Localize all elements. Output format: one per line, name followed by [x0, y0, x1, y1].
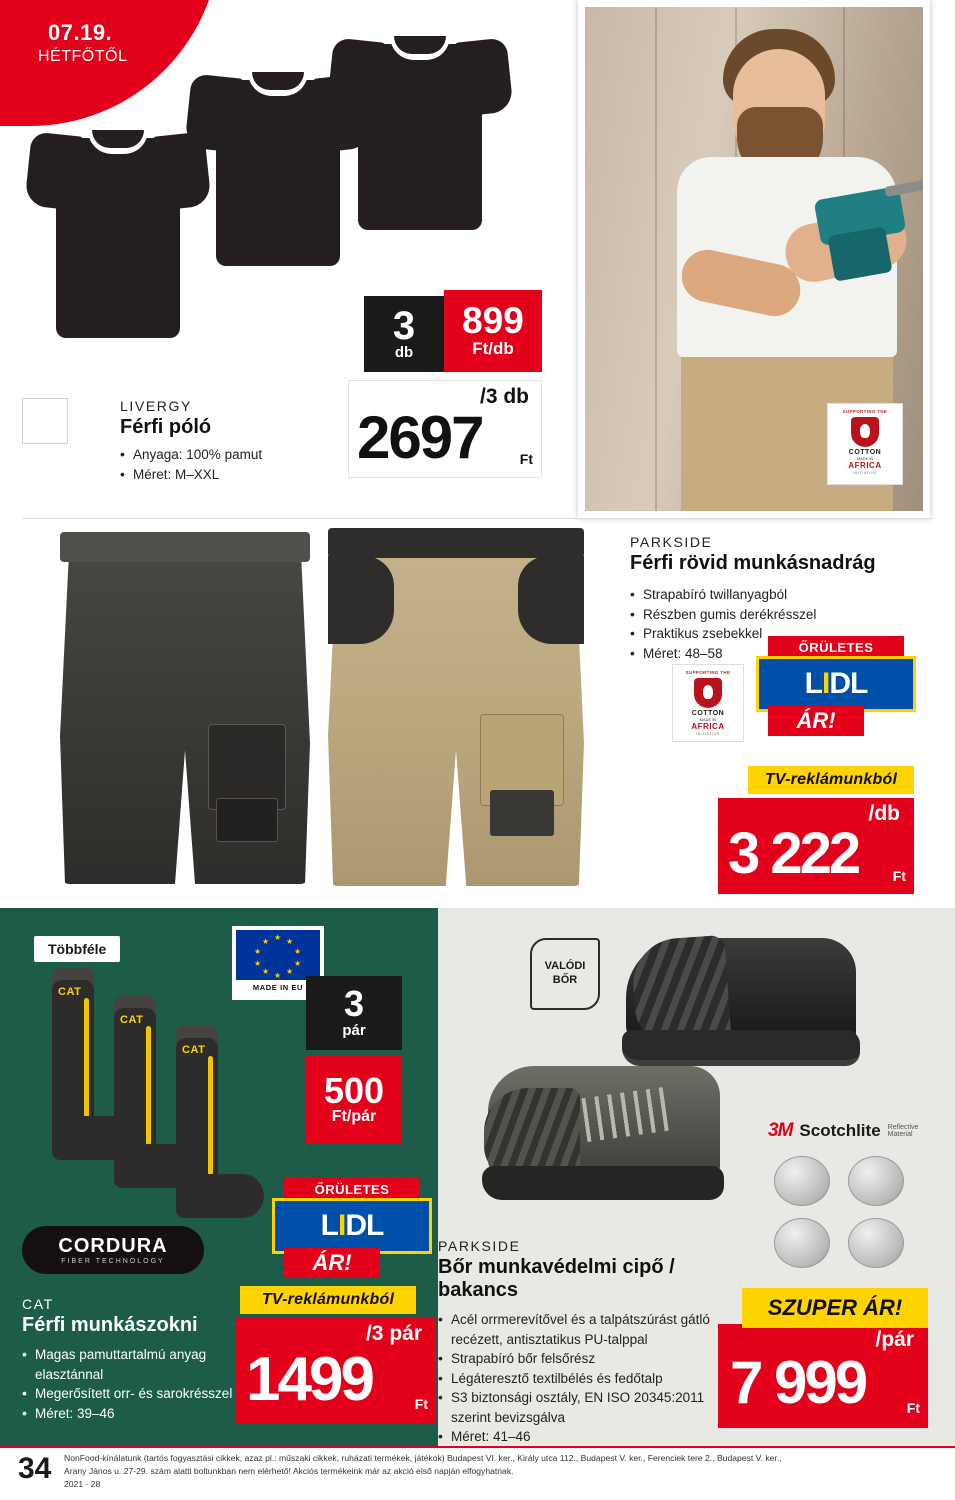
shorts-price: 3 222 — [728, 821, 859, 886]
cotton-logo-line2: MADE IN — [856, 456, 874, 461]
socks-qty-number: 3 — [343, 983, 365, 1025]
safety-pictograms — [774, 1156, 922, 1276]
shoes-feature: • Légáteresztő textilbélés és fedőtalp — [438, 1369, 738, 1389]
socks-feature-list — [22, 1345, 262, 1423]
shoes-feature: • Méret: 41–46 — [438, 1427, 738, 1447]
genuine-leather-badge — [530, 938, 600, 1010]
tv-ad-strip-shorts: TV-reklámunkból — [748, 766, 914, 794]
socks-currency: Ft — [414, 1396, 428, 1412]
shoes-feature-list — [438, 1310, 738, 1447]
eu-flag-icon: ★ ★ ★ ★ ★ ★ ★ ★ ★ ★ — [236, 930, 320, 980]
page-number: 34 — [18, 1452, 52, 1485]
shorts-title: Férfi rövid munkásnadrág — [630, 552, 876, 574]
cotton-logo-line3: AFRICA — [848, 461, 882, 470]
tshirt-body — [216, 80, 340, 266]
cat-logo-on-sock: CAT — [182, 1044, 206, 1056]
shorts-beige-waistband — [328, 528, 584, 558]
safety-picto-icon-4 — [848, 1218, 904, 1268]
cotton-logo-line4: INITIATIVE — [853, 471, 877, 475]
scotchlite-logo — [768, 1116, 930, 1146]
cotton-logo-line3: AFRICA — [691, 722, 725, 731]
cotton-logo-shield-icon — [694, 678, 722, 708]
shoes-info-block — [438, 1238, 738, 1447]
sock-foot — [176, 1174, 264, 1218]
shorts-dark-flap-pocket — [216, 798, 278, 842]
tshirt-body — [56, 138, 180, 338]
shoe-sole — [482, 1166, 724, 1200]
wall-plank-line — [655, 7, 657, 511]
shoes-feature: • Strapabíró bőr felsőrész — [438, 1349, 738, 1369]
badge-bottom-label: ÁR! — [284, 1248, 380, 1278]
shorts-image-dark — [60, 532, 310, 884]
scotchlite-sub: Reflective Material — [887, 1124, 919, 1138]
socks-unit-price-label: Ft/pár — [331, 1108, 377, 1126]
tv-ad-strip-socks: TV-reklámunkból — [240, 1286, 416, 1314]
scotchlite-name: Scotchlite — [799, 1121, 881, 1140]
socks-quantity-tag — [306, 976, 402, 1050]
shoes-currency: Ft — [906, 1400, 920, 1416]
shoes-price-per: /pár — [875, 1328, 914, 1351]
cotton-logo-shield-icon — [851, 417, 879, 447]
socks-info-block — [22, 1296, 262, 1423]
tshirt-qty-unit: db — [394, 343, 414, 361]
cotton-made-in-africa-logo — [827, 403, 903, 485]
socks-feature: • Megerősített orr- és sarokrésszel — [22, 1384, 262, 1404]
super-price-label: SZUPER ÁR! — [742, 1288, 928, 1328]
genuine-leather-label: VALÓDI BŐR — [544, 960, 586, 986]
legal-line-3: 2021 · 28 — [64, 1478, 101, 1489]
cotton-logo-top: SUPPORTING THE — [842, 409, 888, 414]
shoes-feature: • S3 biztonsági osztály, EN ISO 20345:2011 szerint bevizsgálva — [438, 1388, 738, 1427]
made-in-eu-label: MADE IN EU — [252, 983, 304, 992]
hero-photo-man-with-drill — [578, 0, 930, 518]
tshirt-bundle-price-box — [348, 380, 542, 478]
footer-red-rule — [0, 1446, 955, 1448]
safety-shoe-grey-image — [488, 1066, 728, 1216]
socks-qty-unit: pár — [342, 1021, 366, 1039]
cotton-logo-line4: INITIATIVE — [696, 732, 720, 736]
lidl-logo — [272, 1198, 432, 1254]
boot-sole — [622, 1030, 860, 1066]
tshirt-unit-price: 899 — [462, 300, 524, 342]
tshirt-image-front — [28, 108, 218, 368]
socks-title: Férfi munkászokni — [22, 1314, 198, 1336]
socks-unit-price-tag — [306, 1056, 402, 1144]
cordura-name: CORDURA — [58, 1235, 168, 1257]
cotton-made-in-africa-logo-shorts — [672, 664, 744, 742]
shorts-beige-hip-panel-left — [328, 556, 394, 644]
tshirt-bundle-currency: Ft — [519, 451, 533, 467]
socks-bundle-price: 1499 — [246, 1345, 372, 1414]
sock-stripe — [84, 998, 89, 1118]
cotton-logo-line1: COTTON — [848, 449, 882, 456]
safety-picto-icon-2 — [848, 1156, 904, 1206]
shorts-dark-waistband — [60, 532, 310, 562]
tshirt-quantity-tag — [364, 296, 444, 372]
shorts-beige-hip-panel-right — [518, 556, 584, 644]
page-footer — [0, 1446, 955, 1500]
shorts-image-beige — [328, 528, 584, 886]
shorts-feature: • Méret: 48–58 — [630, 644, 930, 664]
shoes-feature: • Acél orrmerevítővel és a talpátszúrást gátló recézett, antisztatikus PU-talppal — [438, 1310, 738, 1349]
safety-picto-icon-1 — [774, 1156, 830, 1206]
shoes-title: Bőr munkavédelmi cipő / bakancs — [438, 1256, 675, 1301]
cotton-logo-line1: COTTON — [691, 710, 725, 717]
safety-picto-icon-3 — [774, 1218, 830, 1268]
sock-stripe — [146, 1026, 151, 1146]
legal-line-2: Arany János u. 27-29. szám alatti boltunkban nem elérhető! Akciós termékeink már az akció első napján elfogyhatnak. — [64, 1465, 514, 1476]
shorts-currency: Ft — [892, 868, 906, 884]
badge-top-label: ŐRÜLETES — [284, 1178, 420, 1200]
tshirt-bundle-per: /3 db — [479, 385, 529, 408]
cat-logo-on-sock: CAT — [120, 1014, 144, 1026]
section-divider — [22, 518, 932, 519]
tshirt-brand: LIVERGY — [120, 398, 192, 414]
3m-logo-text: 3M — [768, 1120, 793, 1141]
tshirt-feature-list — [120, 445, 340, 484]
legal-line-1: NonFood-kínálatunk (tartós fogyasztási cikkek, azaz pl.: műszaki cikkek, ruházati termékek, játékok) Budapest VI. ker., Király utca 112., Budapest V. ker., Ferenciek tere 2., Budapest V. ker., — [64, 1453, 782, 1463]
tshirt-qty-number: 3 — [392, 303, 416, 348]
socks-feature: • Méret: 39–46 — [22, 1404, 262, 1424]
lidl-logo-text: LIDL — [804, 667, 868, 700]
shorts-price-box — [718, 798, 914, 894]
shorts-beige-flap-pocket — [490, 790, 554, 836]
tshirt-color-swatch — [22, 398, 68, 444]
shoes-price: 7 999 — [730, 1349, 866, 1416]
socks-unit-price: 500 — [323, 1069, 385, 1111]
tshirt-body — [358, 44, 482, 230]
shorts-price-per: /db — [868, 802, 900, 825]
legal-text — [64, 1452, 874, 1491]
shorts-feature: • Részben gumis derékrésszel — [630, 605, 930, 625]
tshirt-feature: • Méret: M–XXL — [120, 465, 340, 485]
cat-logo-on-sock: CAT — [58, 986, 82, 998]
safety-boot-black-image — [626, 938, 866, 1078]
cordura-sub: FIBER TECHNOLOGY — [61, 1258, 165, 1265]
tshirt-feature: • Anyaga: 100% pamut — [120, 445, 340, 465]
tshirt-bundle-price: 2697 — [357, 404, 483, 471]
tshirt-info-block — [120, 398, 340, 484]
tshirt-unit-price-label: Ft/db — [472, 338, 514, 358]
cotton-logo-line2: MADE IN — [699, 717, 717, 722]
socks-brand: CAT — [22, 1296, 54, 1312]
cordura-logo — [22, 1226, 204, 1274]
date-badge-from: HÉTFŐTŐL — [38, 48, 128, 65]
socks-bundle-price-box — [236, 1318, 436, 1424]
sock-stripe — [208, 1056, 213, 1176]
tshirt-title: Férfi póló — [120, 416, 212, 438]
tshirt-unit-price-tag — [444, 290, 542, 372]
crazy-lidl-price-badge-shorts — [756, 636, 916, 748]
shoes-price-box — [718, 1324, 928, 1428]
socks-variant-badge: Többféle — [34, 936, 120, 962]
lidl-logo — [756, 656, 916, 712]
shorts-brand: PARKSIDE — [630, 534, 713, 550]
cotton-logo-top: SUPPORTING THE — [685, 670, 731, 675]
socks-bundle-per: /3 pár — [365, 1322, 422, 1345]
shoes-brand: PARKSIDE — [438, 1238, 521, 1254]
shorts-feature: • Praktikus zsebekkel — [630, 624, 930, 644]
crazy-lidl-price-badge-socks — [272, 1178, 432, 1290]
lidl-logo-text: LIDL — [320, 1209, 384, 1242]
date-badge-date: 07.19. — [48, 20, 113, 45]
badge-top-label: ŐRÜLETES — [768, 636, 904, 658]
badge-bottom-label: ÁR! — [768, 706, 864, 736]
shorts-feature: • Strapabíró twillanyagból — [630, 585, 930, 605]
socks-feature: • Magas pamuttartalmú anyag elasztánnal — [22, 1345, 262, 1384]
